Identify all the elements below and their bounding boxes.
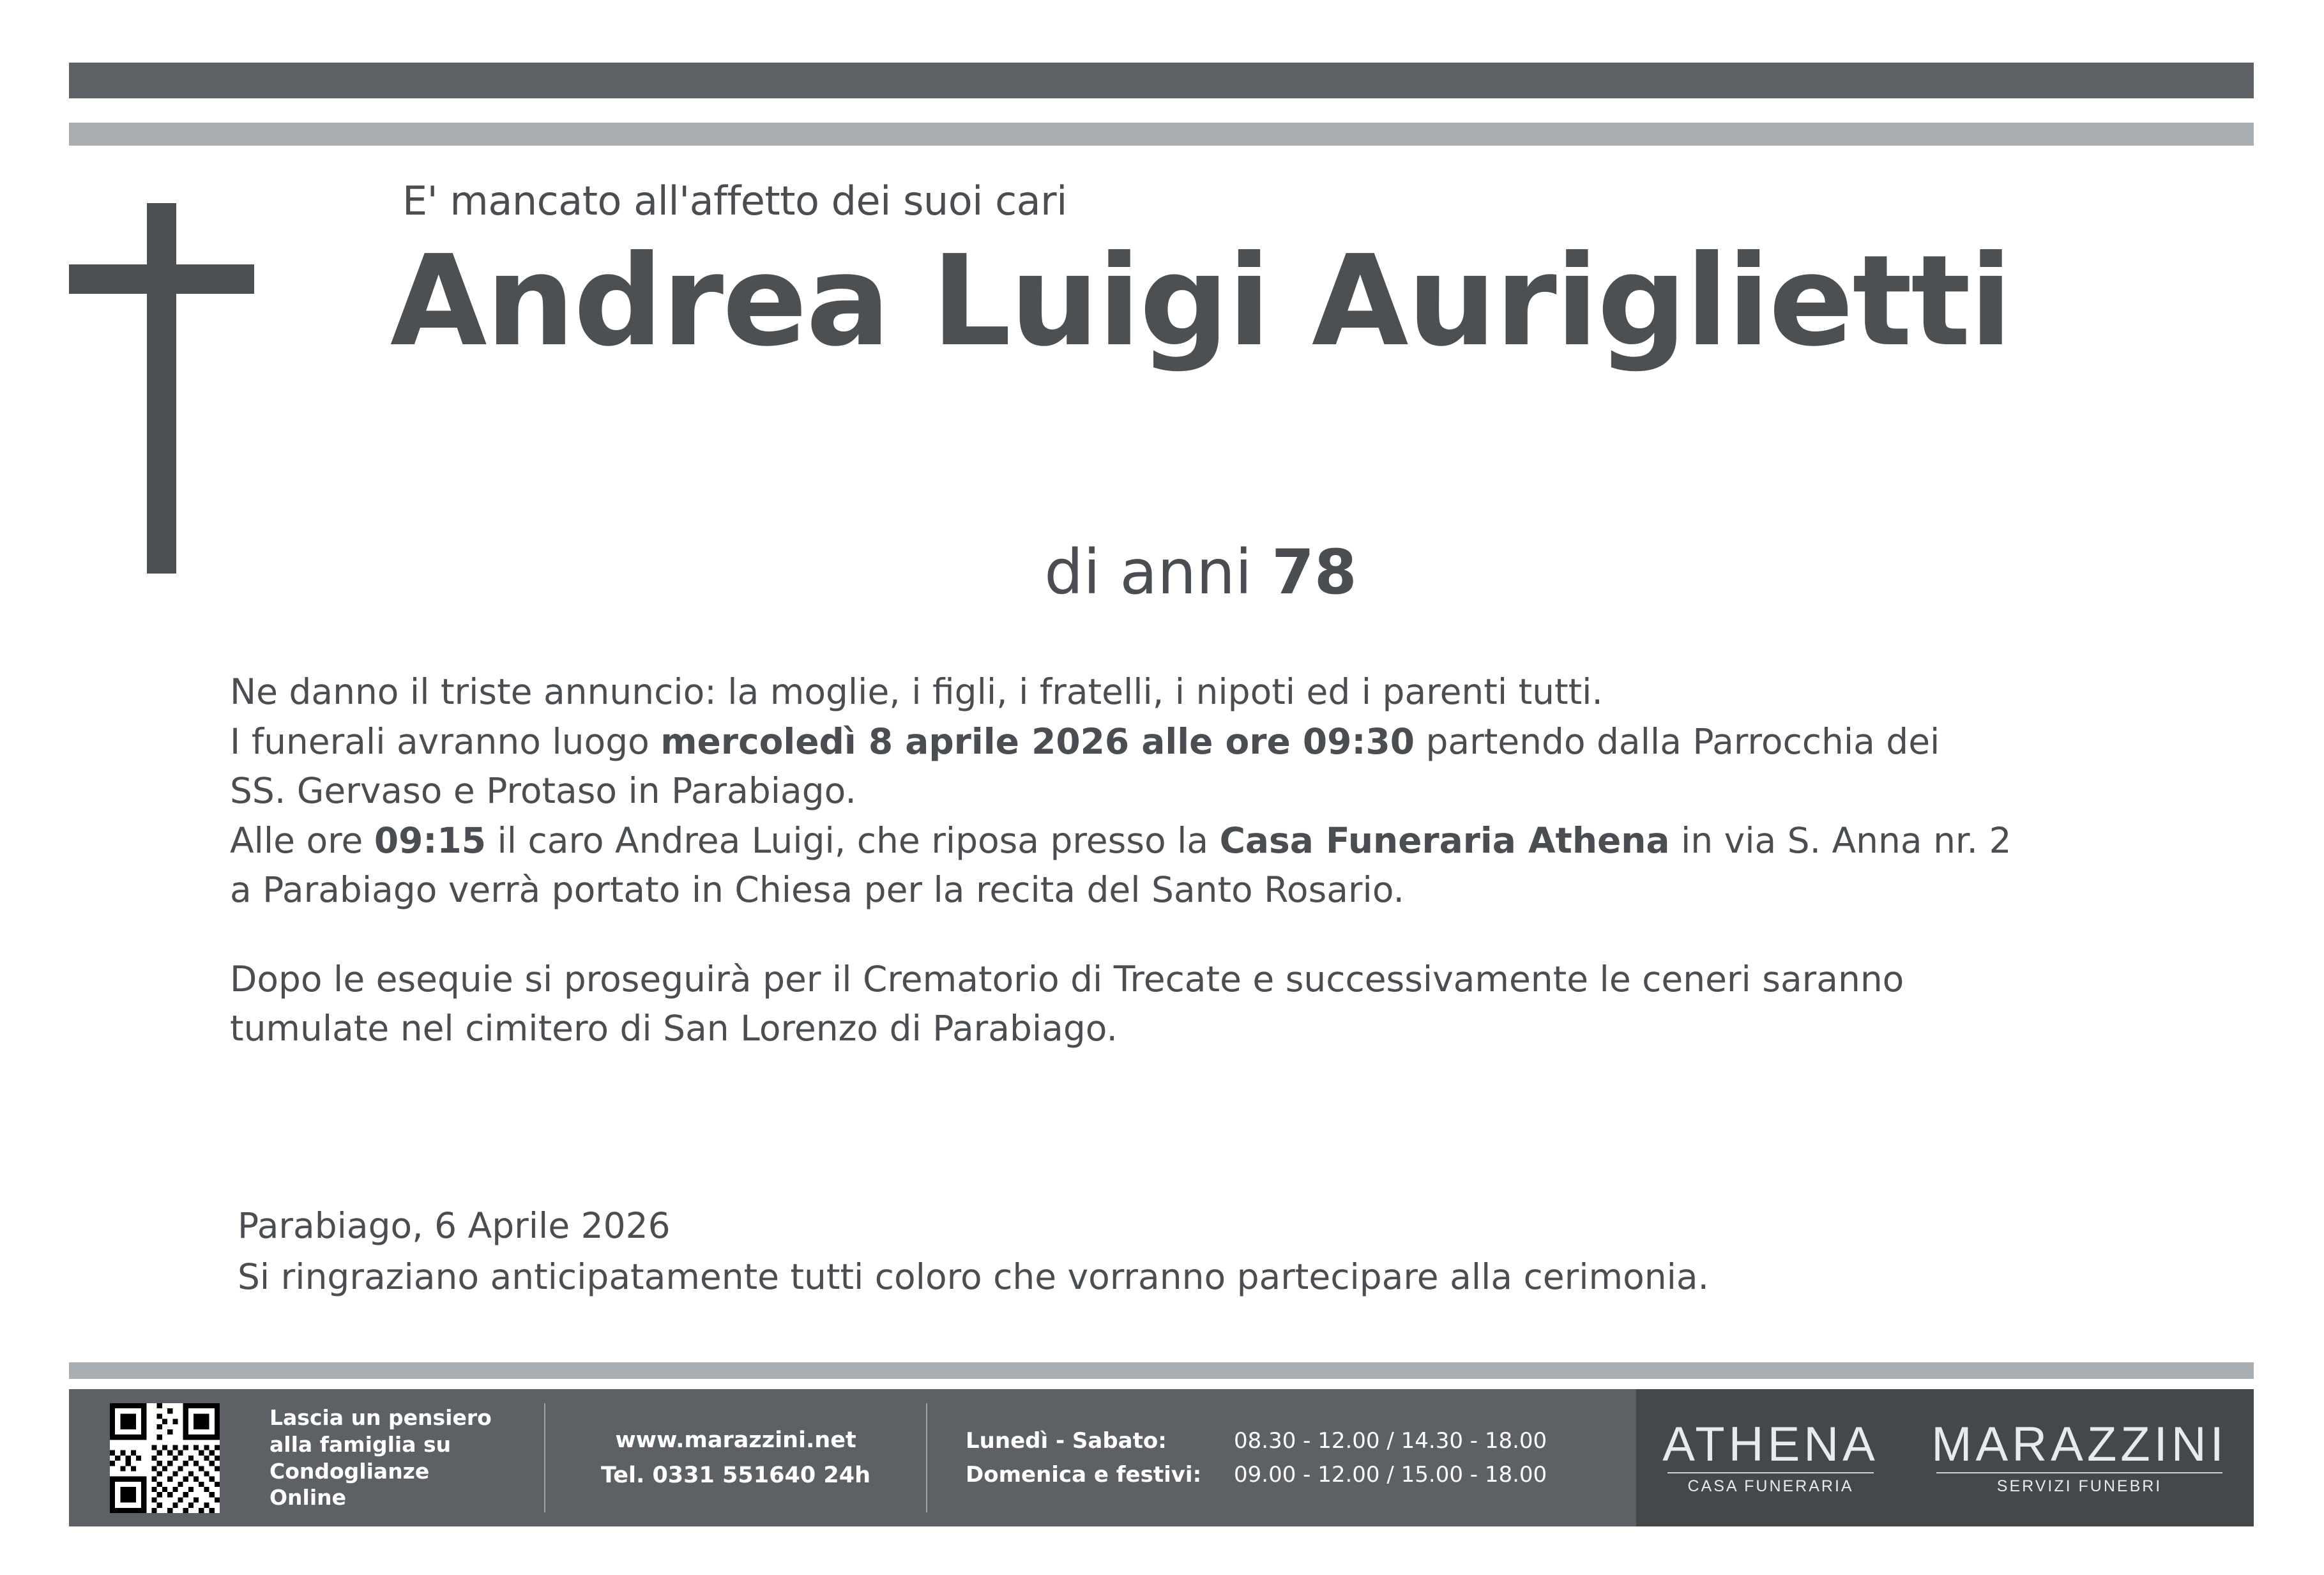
hours-label-sunday: Domenica e festivi:	[966, 1461, 1202, 1488]
rosary-paragraph	[230, 816, 2152, 866]
hours-value-weekdays: 08.30 - 12.00 / 14.30 - 18.00	[1234, 1427, 1547, 1454]
contact-cell	[544, 1389, 927, 1526]
brand-athena-name: ATHENA	[1662, 1417, 1879, 1472]
brand-athena-subtitle: CASA FUNERARIA	[1687, 1477, 1854, 1495]
footer-divider-left	[544, 1403, 545, 1512]
brand-marazzini-logo	[1931, 1417, 2228, 1496]
funeral-text-1: I funerali avranno luogo	[230, 720, 661, 762]
place-date: Parabiago, 6 Aprile 2026	[238, 1205, 671, 1246]
brands-cell	[1636, 1389, 2254, 1526]
funeral-text-2: partendo dalla Parrocchia dei	[1415, 720, 1940, 762]
announcement-paragraph: Ne danno il triste annuncio: la moglie, i figli, i fratelli, i nipoti ed i parenti tutti.	[230, 671, 1603, 712]
rosary-line-2: a Parabiago verrà portato in Chiesa per la recita del Santo Rosario.	[230, 869, 1404, 911]
qr-code-icon[interactable]	[110, 1403, 220, 1513]
rosary-time: 09:15	[374, 819, 486, 861]
notice-preline: E' mancato all'affetto dei suoi cari	[402, 178, 1067, 224]
website-link[interactable]: www.marazzini.net	[615, 1427, 856, 1454]
rosary-text-3: in via S. Anna nr. 2	[1669, 819, 2012, 861]
age-line	[227, 536, 2175, 608]
condolences-line-1: Lascia un pensiero	[270, 1405, 492, 1431]
paragraph-spacer	[230, 915, 2152, 955]
brand-athena-rule	[1667, 1472, 1874, 1473]
brand-marazzini-subtitle: SERVIZI FUNEBRI	[1996, 1477, 2162, 1495]
brand-marazzini-rule	[1936, 1472, 2222, 1473]
thanks-line: Si ringraziano anticipatamente tutti coloro che vorranno partecipare alla cerimonia.	[238, 1256, 1710, 1297]
hours-row	[966, 1458, 1636, 1492]
footer-bar	[69, 1389, 2254, 1526]
phone-number: Tel. 0331 551640 24h	[601, 1462, 870, 1488]
hours-label-weekdays: Lunedì - Sabato:	[966, 1427, 1167, 1454]
hours-value-sunday: 09.00 - 12.00 / 15.00 - 18.00	[1234, 1461, 1547, 1488]
top-dark-rule	[69, 63, 2254, 98]
condolences-cell	[261, 1389, 544, 1526]
funeral-paragraph	[230, 717, 2152, 767]
cross-icon	[69, 203, 248, 574]
qr-code-cell[interactable]	[69, 1389, 261, 1526]
funeral-datetime: mercoledì 8 aprile 2026 alle ore 09:30	[660, 720, 1415, 762]
notice-closing	[238, 1201, 2160, 1303]
brand-marazzini-name: MARAZZINI	[1931, 1417, 2228, 1472]
condolences-line-3: Condoglianze	[270, 1458, 430, 1484]
deceased-name: Andrea Luigi Auriglietti	[390, 229, 2012, 374]
funeral-home-name: Casa Funeraria Athena	[1219, 819, 1670, 861]
cremation-line-2: tumulate nel cimitero di San Lorenzo di Parabiago.	[230, 1008, 1118, 1049]
condolences-line-4: Online	[270, 1485, 347, 1510]
parish-line: SS. Gervaso e Protaso in Parabiago.	[230, 770, 856, 812]
rosary-text-1: Alle ore	[230, 819, 374, 861]
rosary-text-2: il caro Andrea Luigi, che riposa presso la	[485, 819, 1220, 861]
cremation-line-1: Dopo le esequie si proseguirà per il Crematorio di Trecate e successivamente le ceneri saranno	[230, 958, 1904, 1000]
brand-athena-logo	[1662, 1417, 1879, 1496]
age-prefix: di anni	[1044, 536, 1272, 608]
age-value: 78	[1272, 536, 1357, 608]
notice-body	[230, 667, 2152, 1054]
footer-light-rule	[69, 1362, 2254, 1379]
condolences-line-2: alla famiglia su	[270, 1431, 452, 1457]
hours-row	[966, 1424, 1636, 1458]
top-light-rule	[69, 123, 2254, 146]
opening-hours-cell	[927, 1389, 1636, 1526]
